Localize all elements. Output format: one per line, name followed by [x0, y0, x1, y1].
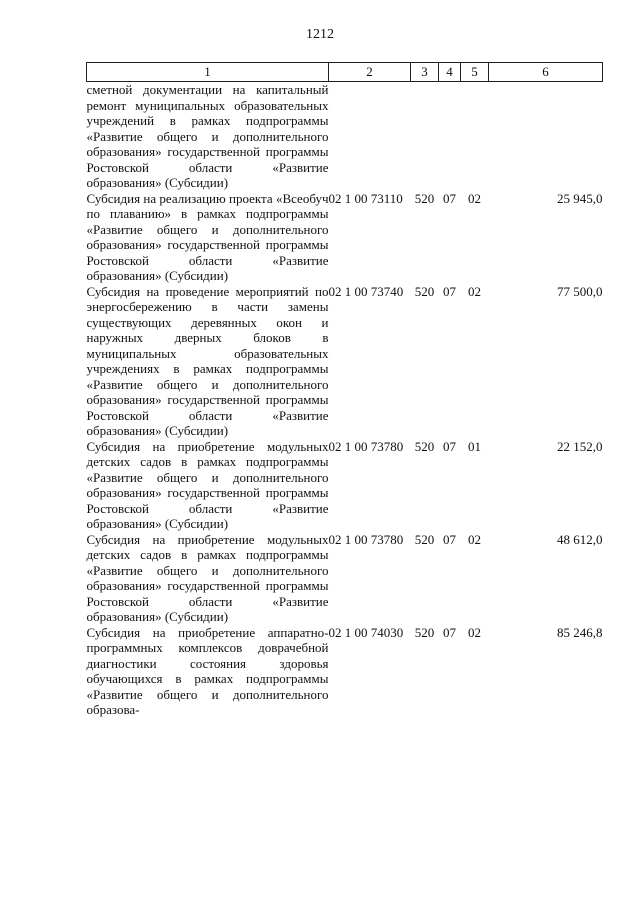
row-vr — [411, 82, 439, 191]
row-code — [329, 82, 411, 191]
row-description: Субсидия на проведение мероприятий по энергосбережению в части замены существующих деревянных окон и наружных дверных блоков в муниципальных образовательных учреждениях в рамках подпрограммы «Развитие общего и дополнительного образования» государственной программы Ростовской области «Развитие образования» (Субсидии) — [86, 283, 329, 438]
row-description: Субсидия на приобретение модульных детских садов в рамках подпрограммы «Развитие общего и дополнительного образования» государственной программы Ростовской области «Развитие образования» (Субсидии) — [86, 531, 329, 624]
row-vr: 520 — [414, 438, 435, 454]
row-vr: 520 — [414, 283, 435, 299]
row-code: 02 1 00 73110 — [328, 190, 403, 206]
row-description: Субсидия на реализацию проекта «Всеобуч по плаванию» в рамках подпрограммы «Развитие общего и дополнительного образования» государственной программы Ростовской области «Развитие образования» (Субсидии) — [86, 190, 329, 283]
table-row — [87, 284, 603, 439]
row-sum: 85 246,8 — [557, 624, 603, 640]
row-rz: 07 — [443, 190, 456, 206]
col-header-1: 1 — [87, 63, 329, 82]
budget-table — [86, 62, 603, 718]
row-vr: 520 — [414, 624, 435, 640]
table-row — [87, 532, 603, 625]
col-header-3: 3 — [411, 63, 439, 82]
page-number: 1212 — [306, 27, 334, 42]
row-pr: 02 — [468, 531, 481, 547]
row-vr: 520 — [414, 531, 435, 547]
col-header-4: 4 — [439, 63, 461, 82]
row-pr: 01 — [468, 438, 481, 454]
row-description: Субсидия на приобретение аппаратно-программных комплексов доврачебной диагностики состояния здоровья обучающихся в рамках подпрограммы «Развитие общего и дополнительного образова- — [86, 624, 329, 717]
table-row — [87, 439, 603, 532]
row-vr: 520 — [414, 190, 435, 206]
col-header-6: 6 — [489, 63, 603, 82]
row-sum — [489, 82, 603, 191]
table-row — [87, 191, 603, 284]
row-pr: 02 — [468, 190, 481, 206]
row-sum: 22 152,0 — [557, 438, 603, 454]
table-header-row — [87, 63, 603, 82]
row-code: 02 1 00 73780 — [328, 438, 404, 454]
table-row — [87, 82, 603, 191]
row-code: 02 1 00 73740 — [328, 283, 404, 299]
row-sum: 25 945,0 — [557, 190, 603, 206]
row-rz: 07 — [443, 438, 456, 454]
table-row — [87, 625, 603, 718]
row-pr: 02 — [468, 624, 481, 640]
col-header-5: 5 — [461, 63, 489, 82]
row-sum: 48 612,0 — [557, 531, 603, 547]
row-rz: 07 — [443, 283, 456, 299]
col-header-2: 2 — [329, 63, 411, 82]
row-code: 02 1 00 74030 — [328, 624, 404, 640]
row-rz — [439, 82, 461, 191]
row-description: сметной документации на капитальный ремонт муниципальных образовательных учреждений в рамках подпрограммы «Развитие общего и дополнительного образования» государственной программы Ростовской области «Развитие образования» (Субсидии) — [86, 82, 329, 190]
row-rz: 07 — [443, 624, 456, 640]
row-rz: 07 — [443, 531, 456, 547]
row-sum: 77 500,0 — [557, 283, 603, 299]
row-pr — [461, 82, 489, 191]
row-code: 02 1 00 73780 — [328, 531, 404, 547]
row-description: Субсидия на приобретение модульных детских садов в рамках подпрограммы «Развитие общего и дополнительного образования» государственной программы Ростовской области «Развитие образования» (Субсидии) — [86, 438, 329, 531]
row-pr: 02 — [468, 283, 481, 299]
